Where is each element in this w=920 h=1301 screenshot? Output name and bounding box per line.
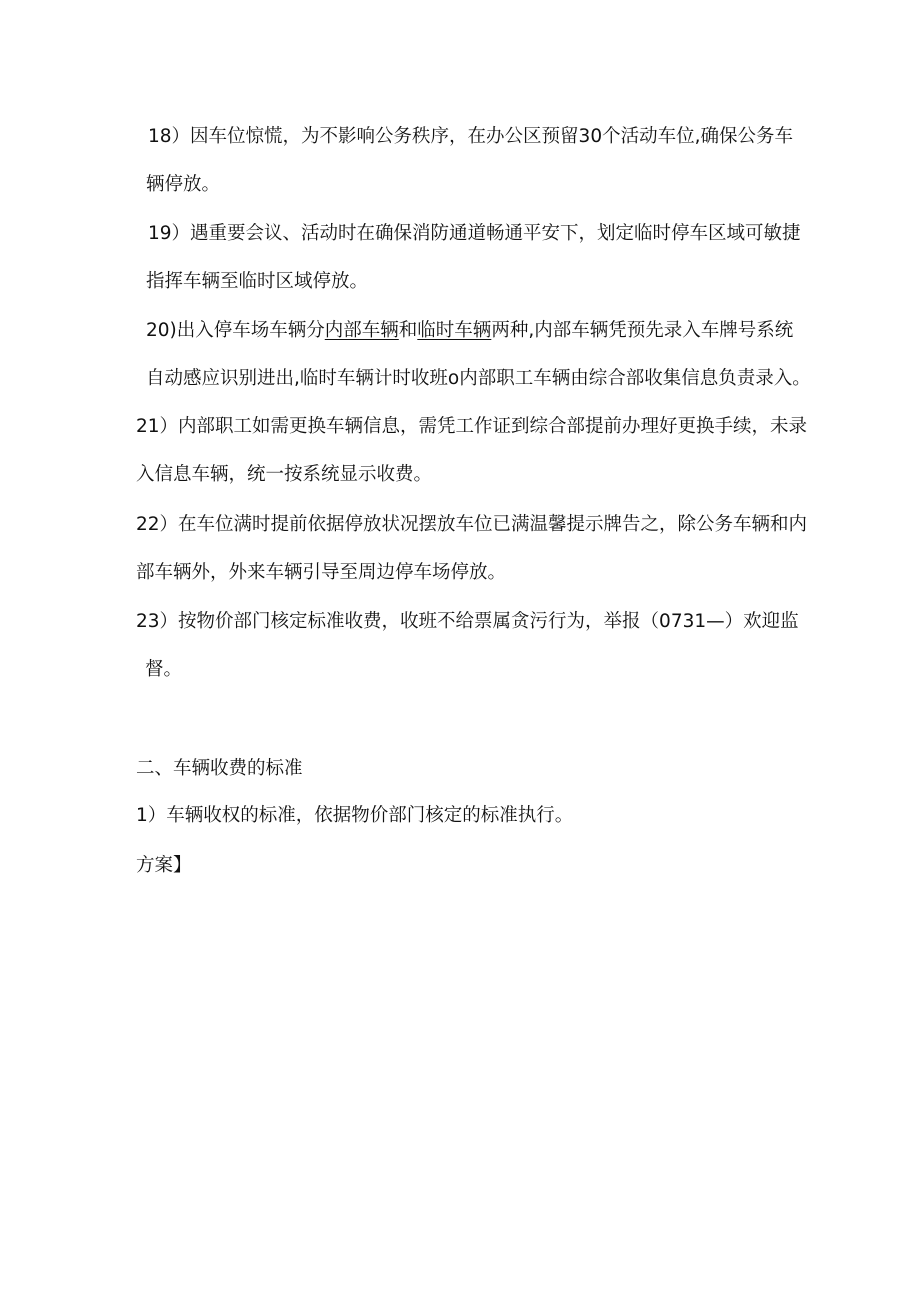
item-20-line-1 bbox=[146, 318, 793, 344]
item-21-line-1: 21）内部职工如需更换车辆信息，需凭工作证到综合部提前办理好更换手续，未录 bbox=[136, 416, 808, 437]
item-20-suffix: 两种,内部车辆凭预先录入车牌号系统 bbox=[491, 320, 794, 341]
temporary-vehicles-underlined: 临时车辆 bbox=[417, 320, 492, 341]
item-21-line-2: 入信息车辆，统一按系统显示收费。 bbox=[136, 464, 433, 485]
section-2-heading: 二、车辆收费的标准 bbox=[136, 758, 303, 779]
item-18-line-2: 辆停放。 bbox=[146, 174, 221, 195]
item-20-line-2: 自动感应识别进出,临时车辆计时收班o内部职工车辆由综合部收集信息负责录入。 bbox=[146, 368, 811, 389]
item-22-line-2: 部车辆外，外来车辆引导至周边停车场停放。 bbox=[136, 562, 507, 583]
item-20-and: 和 bbox=[398, 320, 418, 341]
item-20-prefix: 20)出入停车场车辆分 bbox=[146, 320, 325, 341]
item-19-line-2: 指挥车辆至临时区域停放。 bbox=[146, 271, 369, 292]
item-22-line-1: 22）在车位满时提前依据停放状况摆放车位已满温馨提示牌告之，除公务车辆和内 bbox=[136, 514, 808, 535]
item-19-line-1: 19）遇重要会议、活动时在确保消防通道畅通平安下，划定临时停车区域可敏捷 bbox=[148, 223, 801, 244]
item-23-line-2: 督。 bbox=[145, 659, 183, 680]
section-2-tail: 方案】 bbox=[136, 855, 192, 876]
section-2-item-1: 1）车辆收权的标准，依据物价部门核定的标准执行。 bbox=[136, 805, 574, 826]
item-18-line-1: 18）因车位惊慌，为不影响公务秩序，在办公区预留30个活动车位,确保公务车 bbox=[148, 126, 793, 147]
item-23-line-1: 23）按物价部门核定标准收费，收班不给票属贪污行为，举报（0731—）欢迎监 bbox=[136, 611, 799, 632]
internal-vehicles-underlined: 内部车辆 bbox=[324, 320, 399, 341]
